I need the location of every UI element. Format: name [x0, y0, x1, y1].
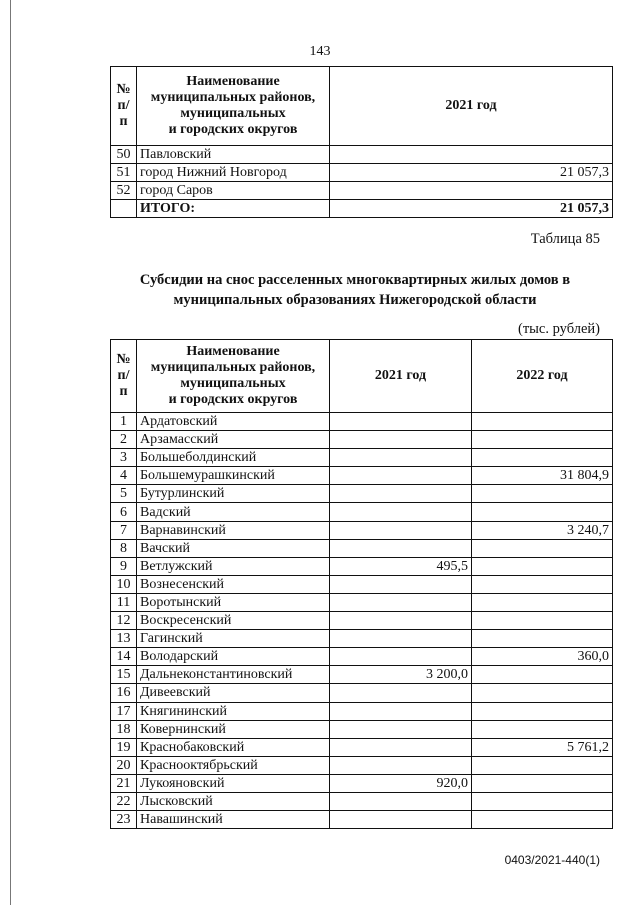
row-number: 4 [111, 467, 137, 485]
row-number: 13 [111, 630, 137, 648]
row-value-2021 [330, 182, 613, 200]
table-row [111, 720, 613, 738]
table-row [111, 792, 613, 810]
row-name: Ветлужский [137, 557, 330, 575]
row-number: 50 [111, 146, 137, 164]
total-value-2021: 21 057,3 [330, 200, 613, 218]
row-value-2021 [330, 792, 472, 810]
row-number: 21 [111, 774, 137, 792]
row-name: Навашинский [137, 811, 330, 829]
row-value-2021: 495,5 [330, 557, 472, 575]
row-number: 12 [111, 612, 137, 630]
row-value-2022 [472, 575, 613, 593]
row-number: 8 [111, 539, 137, 557]
row-value-2022: 5 761,2 [472, 738, 613, 756]
row-name: Княгининский [137, 702, 330, 720]
table-row [111, 182, 613, 200]
row-value-2021 [330, 612, 472, 630]
row-number: 9 [111, 557, 137, 575]
row-value-2022 [472, 756, 613, 774]
table-regional-subsidies-continued [110, 66, 613, 218]
row-value-2021 [330, 756, 472, 774]
row-value-2022 [472, 774, 613, 792]
row-value-2022 [472, 449, 613, 467]
table-title: Субсидии на снос расселенных многоквартирных жилых домов в муниципальных образованиях Нижегородской области [139, 272, 571, 308]
row-name: Вачский [137, 539, 330, 557]
row-number: 7 [111, 521, 137, 539]
header-number: № п/п [111, 340, 137, 413]
table-row [111, 666, 613, 684]
row-value-2021 [330, 738, 472, 756]
row-number: 18 [111, 720, 137, 738]
row-value-2021 [330, 684, 472, 702]
row-number: 14 [111, 648, 137, 666]
row-number: 11 [111, 593, 137, 611]
row-name: Ковернинский [137, 720, 330, 738]
row-number: 15 [111, 666, 137, 684]
row-name: Лукояновский [137, 774, 330, 792]
table2-body [111, 413, 613, 829]
row-number: 52 [111, 182, 137, 200]
table-row [111, 164, 613, 182]
header-number: № п/п [111, 67, 137, 146]
row-number: 6 [111, 503, 137, 521]
table-row [111, 738, 613, 756]
row-value-2021 [330, 146, 613, 164]
table-row [111, 485, 613, 503]
row-name: Арзамасский [137, 431, 330, 449]
row-name: Володарский [137, 648, 330, 666]
row-value-2022 [472, 485, 613, 503]
row-value-2021: 920,0 [330, 774, 472, 792]
row-value-2022 [472, 593, 613, 611]
table-row [111, 811, 613, 829]
row-value-2022 [472, 431, 613, 449]
row-value-2021 [330, 485, 472, 503]
row-value-2021 [330, 413, 472, 431]
page-number: 143 [309, 44, 331, 59]
row-number: 20 [111, 756, 137, 774]
row-number: 1 [111, 413, 137, 431]
table-row [111, 539, 613, 557]
row-number: 3 [111, 449, 137, 467]
total-label: ИТОГО: [137, 200, 330, 218]
row-number: 51 [111, 164, 137, 182]
row-number: 17 [111, 702, 137, 720]
row-name: Воротынский [137, 593, 330, 611]
table-row [111, 630, 613, 648]
row-number: 2 [111, 431, 137, 449]
row-value-2021 [330, 503, 472, 521]
table-row [111, 612, 613, 630]
table-row [111, 648, 613, 666]
table-caption: Таблица 85 [530, 231, 600, 247]
row-value-2021: 21 057,3 [330, 164, 613, 182]
row-value-2022 [472, 792, 613, 810]
row-value-2021 [330, 575, 472, 593]
row-name: Дивеевский [137, 684, 330, 702]
row-name: Бутурлинский [137, 485, 330, 503]
page-edge-line [10, 0, 11, 905]
table-row [111, 413, 613, 431]
row-value-2022 [472, 612, 613, 630]
units-label: (тыс. рублей) [518, 321, 600, 337]
row-value-2021 [330, 702, 472, 720]
row-value-2022 [472, 720, 613, 738]
row-value-2022 [472, 503, 613, 521]
row-value-2021 [330, 811, 472, 829]
row-value-2021 [330, 521, 472, 539]
row-name: Вознесенский [137, 575, 330, 593]
table-row [111, 575, 613, 593]
row-value-2021 [330, 539, 472, 557]
row-value-2021 [330, 467, 472, 485]
row-name: Дальнеконстантиновский [137, 666, 330, 684]
row-name: Воскресенский [137, 612, 330, 630]
table-row [111, 702, 613, 720]
table-row [111, 503, 613, 521]
total-empty-cell [111, 200, 137, 218]
row-value-2022 [472, 413, 613, 431]
row-value-2021: 3 200,0 [330, 666, 472, 684]
row-number: 5 [111, 485, 137, 503]
header-2021: 2021 год [330, 340, 472, 413]
row-value-2022 [472, 557, 613, 575]
table-row [111, 467, 613, 485]
row-value-2021 [330, 449, 472, 467]
header-name: Наименование муниципальных районов, муниципальных и городских округов [137, 340, 330, 413]
row-name: Большеболдинский [137, 449, 330, 467]
row-name: Вадский [137, 503, 330, 521]
row-value-2022 [472, 539, 613, 557]
row-name: Краснобаковский [137, 738, 330, 756]
row-name: Краснооктябрьский [137, 756, 330, 774]
row-name: Варнавинский [137, 521, 330, 539]
row-name: город Саров [137, 182, 330, 200]
table-row [111, 431, 613, 449]
row-value-2022: 31 804,9 [472, 467, 613, 485]
table-row [111, 449, 613, 467]
table-row [111, 684, 613, 702]
row-number: 22 [111, 792, 137, 810]
row-name: Павловский [137, 146, 330, 164]
row-name: Ардатовский [137, 413, 330, 431]
row-value-2022: 3 240,7 [472, 521, 613, 539]
row-value-2021 [330, 648, 472, 666]
table-demolition-subsidies [110, 339, 613, 829]
row-value-2021 [330, 630, 472, 648]
row-name: Гагинский [137, 630, 330, 648]
row-number: 23 [111, 811, 137, 829]
row-name: город Нижний Новгород [137, 164, 330, 182]
table-row [111, 146, 613, 164]
table-row [111, 774, 613, 792]
table-row [111, 756, 613, 774]
row-number: 19 [111, 738, 137, 756]
document-code: 0403/2021-440(1) [504, 853, 600, 867]
row-value-2022 [472, 811, 613, 829]
row-number: 16 [111, 684, 137, 702]
table-row [111, 593, 613, 611]
row-value-2022 [472, 666, 613, 684]
row-value-2021 [330, 593, 472, 611]
row-value-2022 [472, 702, 613, 720]
header-2021: 2021 год [330, 67, 613, 146]
total-row [111, 200, 613, 218]
header-2022: 2022 год [472, 340, 613, 413]
header-name: Наименование муниципальных районов, муниципальных и городских округов [137, 67, 330, 146]
row-value-2022 [472, 684, 613, 702]
row-value-2021 [330, 720, 472, 738]
row-value-2021 [330, 431, 472, 449]
table-row [111, 521, 613, 539]
table1-body [111, 146, 613, 218]
table-row [111, 557, 613, 575]
row-value-2022: 360,0 [472, 648, 613, 666]
row-value-2022 [472, 630, 613, 648]
row-name: Большемурашкинский [137, 467, 330, 485]
row-name: Лысковский [137, 792, 330, 810]
row-number: 10 [111, 575, 137, 593]
